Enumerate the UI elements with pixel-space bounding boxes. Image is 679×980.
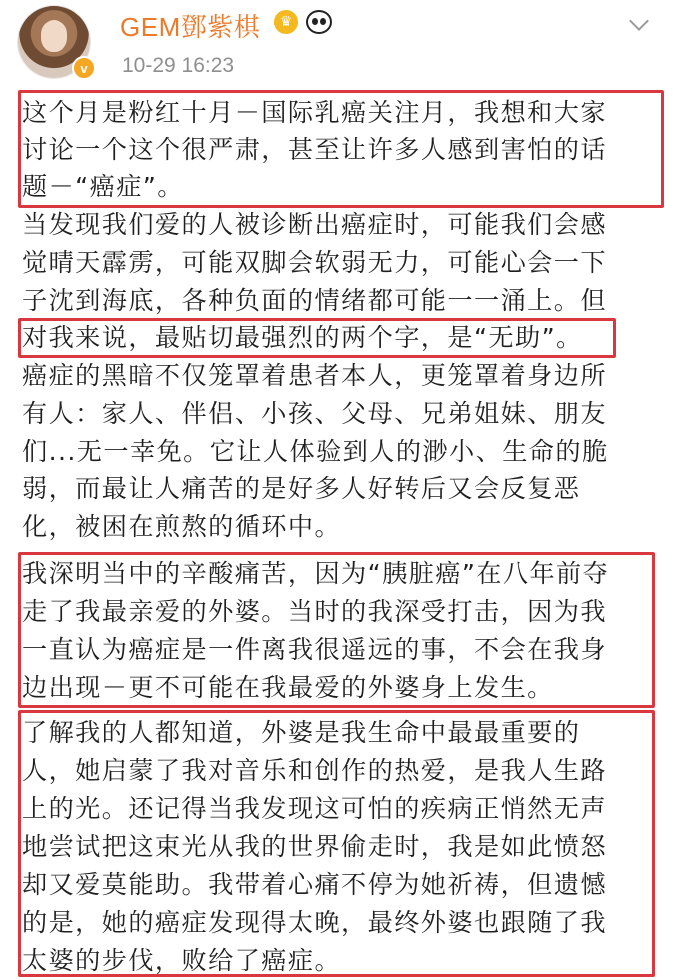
- post-text-line: 题－“癌症”。: [22, 172, 184, 201]
- post-text-line: 的是，她的癌症发现得太晚，最终外婆也跟随了我: [22, 908, 607, 937]
- avatar-face: [41, 20, 67, 52]
- post-text-line: 地尝试把这束光从我的世界偷走时，我是如此愤怒: [22, 832, 607, 861]
- post-header: [0, 0, 679, 86]
- crown-icon: ♛: [274, 10, 298, 34]
- post-text-line: 有人：家人、伴侣、小孩、父母、兄弟姐妹、朋友: [22, 399, 607, 428]
- post-text-line: 弱，而最让人痛苦的是好多人好转后又会反复恶: [22, 474, 581, 503]
- post-text-line: 我深明当中的辛酸痛苦，因为“胰脏癌”在八年前夺: [22, 559, 610, 588]
- post-text-line: 一直认为癌症是一件离我很遥远的事，不会在我身: [22, 635, 607, 664]
- post-text-line: 当发现我们爱的人被诊断出癌症时，可能我们会感: [22, 210, 607, 239]
- post-text-line: 化，被困在煎熬的循环中。: [22, 512, 342, 541]
- post-text-line: 人，她启蒙了我对音乐和创作的热爱，是我人生路: [22, 756, 607, 785]
- username[interactable]: GEM鄧紫棋: [120, 12, 261, 42]
- panda-icon: [306, 10, 332, 34]
- post-text-line: 走了我最亲爱的外婆。当时的我深受打击，因为我: [22, 597, 607, 626]
- verified-badge-icon: v: [72, 56, 96, 80]
- post-timestamp: 10-29 16:23: [122, 54, 235, 77]
- post-text-line: 癌症的黑暗不仅笼罩着患者本人，更笼罩着身边所: [22, 361, 607, 390]
- post-text-line: 这个月是粉红十月－国际乳癌关注月，我想和大家: [22, 98, 607, 127]
- post-text-line: 讨论一个这个很严肃，甚至让许多人感到害怕的话: [22, 135, 607, 164]
- post-text-line: 太婆的步伐，败给了癌症。: [22, 946, 342, 975]
- top-watermark: [430, 0, 600, 10]
- post-text-line: 对我来说，最贴切最强烈的两个字，是“无助”。: [22, 323, 583, 352]
- post-text-line: 觉晴天霹雳，可能双脚会软弱无力，可能心会一下: [22, 248, 607, 277]
- chevron-down-icon[interactable]: [628, 12, 650, 34]
- post-text-line: 了解我的人都知道，外婆是我生命中最最重要的: [22, 718, 581, 747]
- post-text-line: 上的光。还记得当我发现这可怕的疾病正悄然无声: [22, 794, 607, 823]
- post-text-line: 子沈到海底，各种负面的情绪都可能一一涌上。但: [22, 286, 607, 315]
- post-text-line: 们...无一幸免。它让人体验到人的渺小、生命的脆: [22, 437, 609, 466]
- post-text-line: 边出现－更不可能在我最爱的外婆身上发生。: [22, 673, 554, 702]
- post-text-line: 却又爱莫能助。我带着心痛不停为她祈祷，但遗憾: [22, 870, 607, 899]
